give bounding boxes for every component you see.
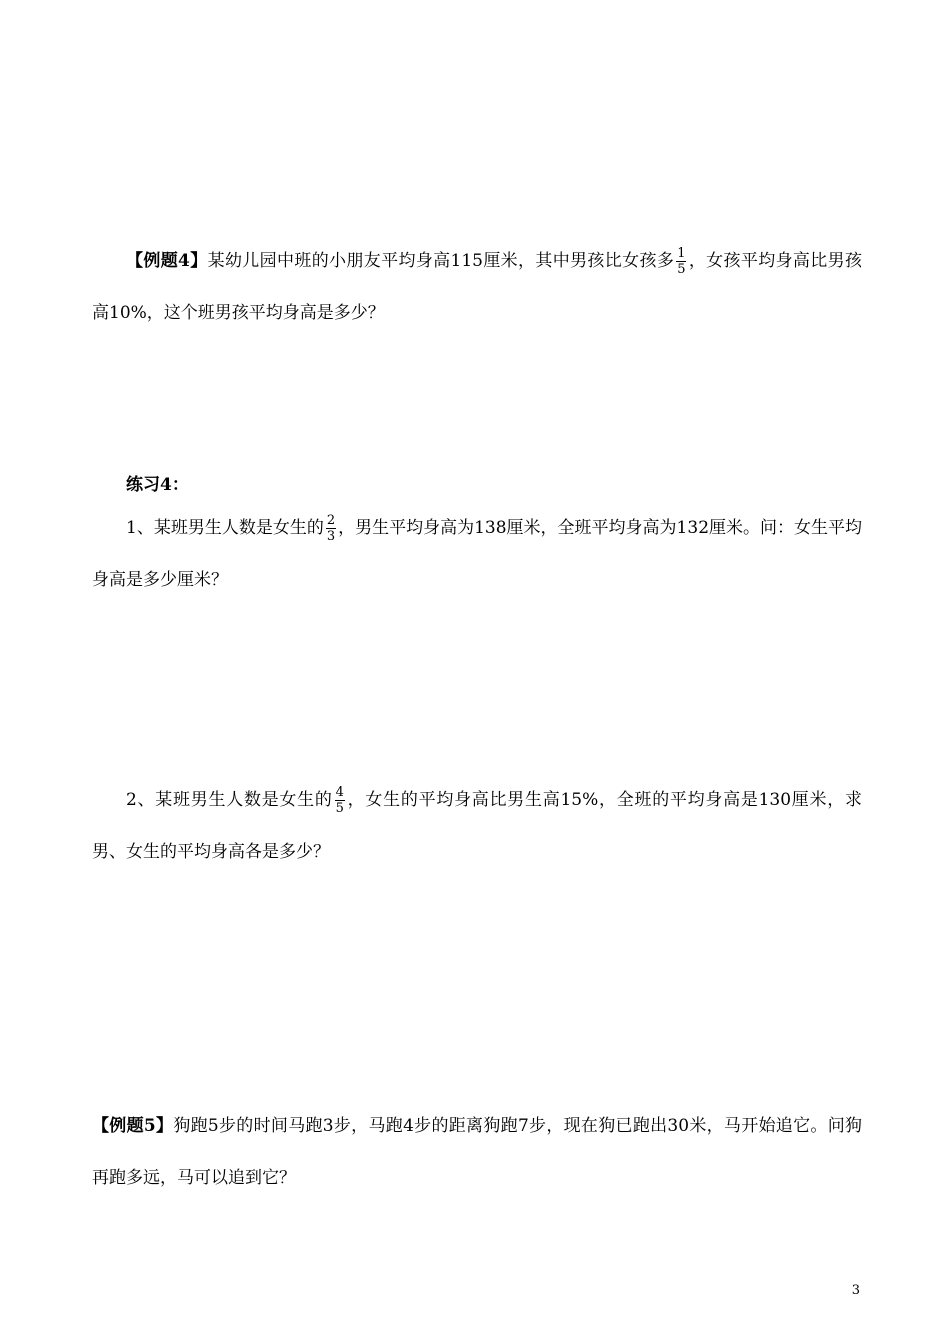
question-1-text-b: ，男生平均身高为138厘米，全班平均身高为132厘米。问：女生平均身高是多少厘米？ (92, 518, 863, 590)
fraction-two-thirds (326, 513, 336, 544)
page-number: 3 (851, 1283, 860, 1298)
fraction-numerator: 1 (677, 246, 686, 261)
example-5-label: 【例题5】 (92, 1116, 174, 1136)
practice-4-question-2 (92, 774, 862, 878)
example-4-text-b: ，女孩平均身高比男孩高10%，这个班男孩平均身高是多少？ (92, 251, 862, 323)
example-5-text: 狗跑5步的时间马跑3步，马跑4步的距离狗跑7步，现在狗已跑出30米，马开始追它。问狗再跑多远，马可以追到它？ (92, 1116, 862, 1188)
fraction-denominator: 5 (677, 262, 686, 277)
fraction-denominator: 3 (326, 529, 336, 544)
fraction-numerator: 2 (326, 513, 336, 528)
question-1-text-a: 1、某班男生人数是女生的 (126, 518, 324, 538)
question-2-text-a: 2、某班男生人数是女生的 (126, 790, 333, 810)
practice-4-heading: 练习4： (126, 475, 189, 495)
fraction-denominator: 5 (335, 801, 344, 816)
example-4-label: 【例题4】 (126, 251, 208, 271)
example-4-paragraph (92, 235, 862, 339)
example-4-text-a: 某幼儿园中班的小朋友平均身高115厘米，其中男孩比女孩多 (207, 251, 675, 271)
example-5-paragraph (92, 1100, 862, 1204)
fraction-one-fifth (676, 246, 686, 277)
fraction-four-fifths (335, 785, 345, 816)
practice-4-question-1 (92, 502, 862, 606)
fraction-numerator: 4 (335, 785, 344, 800)
question-2-text-b: ，女生的平均身高比男生高15%，全班的平均身高是130厘米，求男、女生的平均身高各是多少？ (92, 790, 862, 862)
